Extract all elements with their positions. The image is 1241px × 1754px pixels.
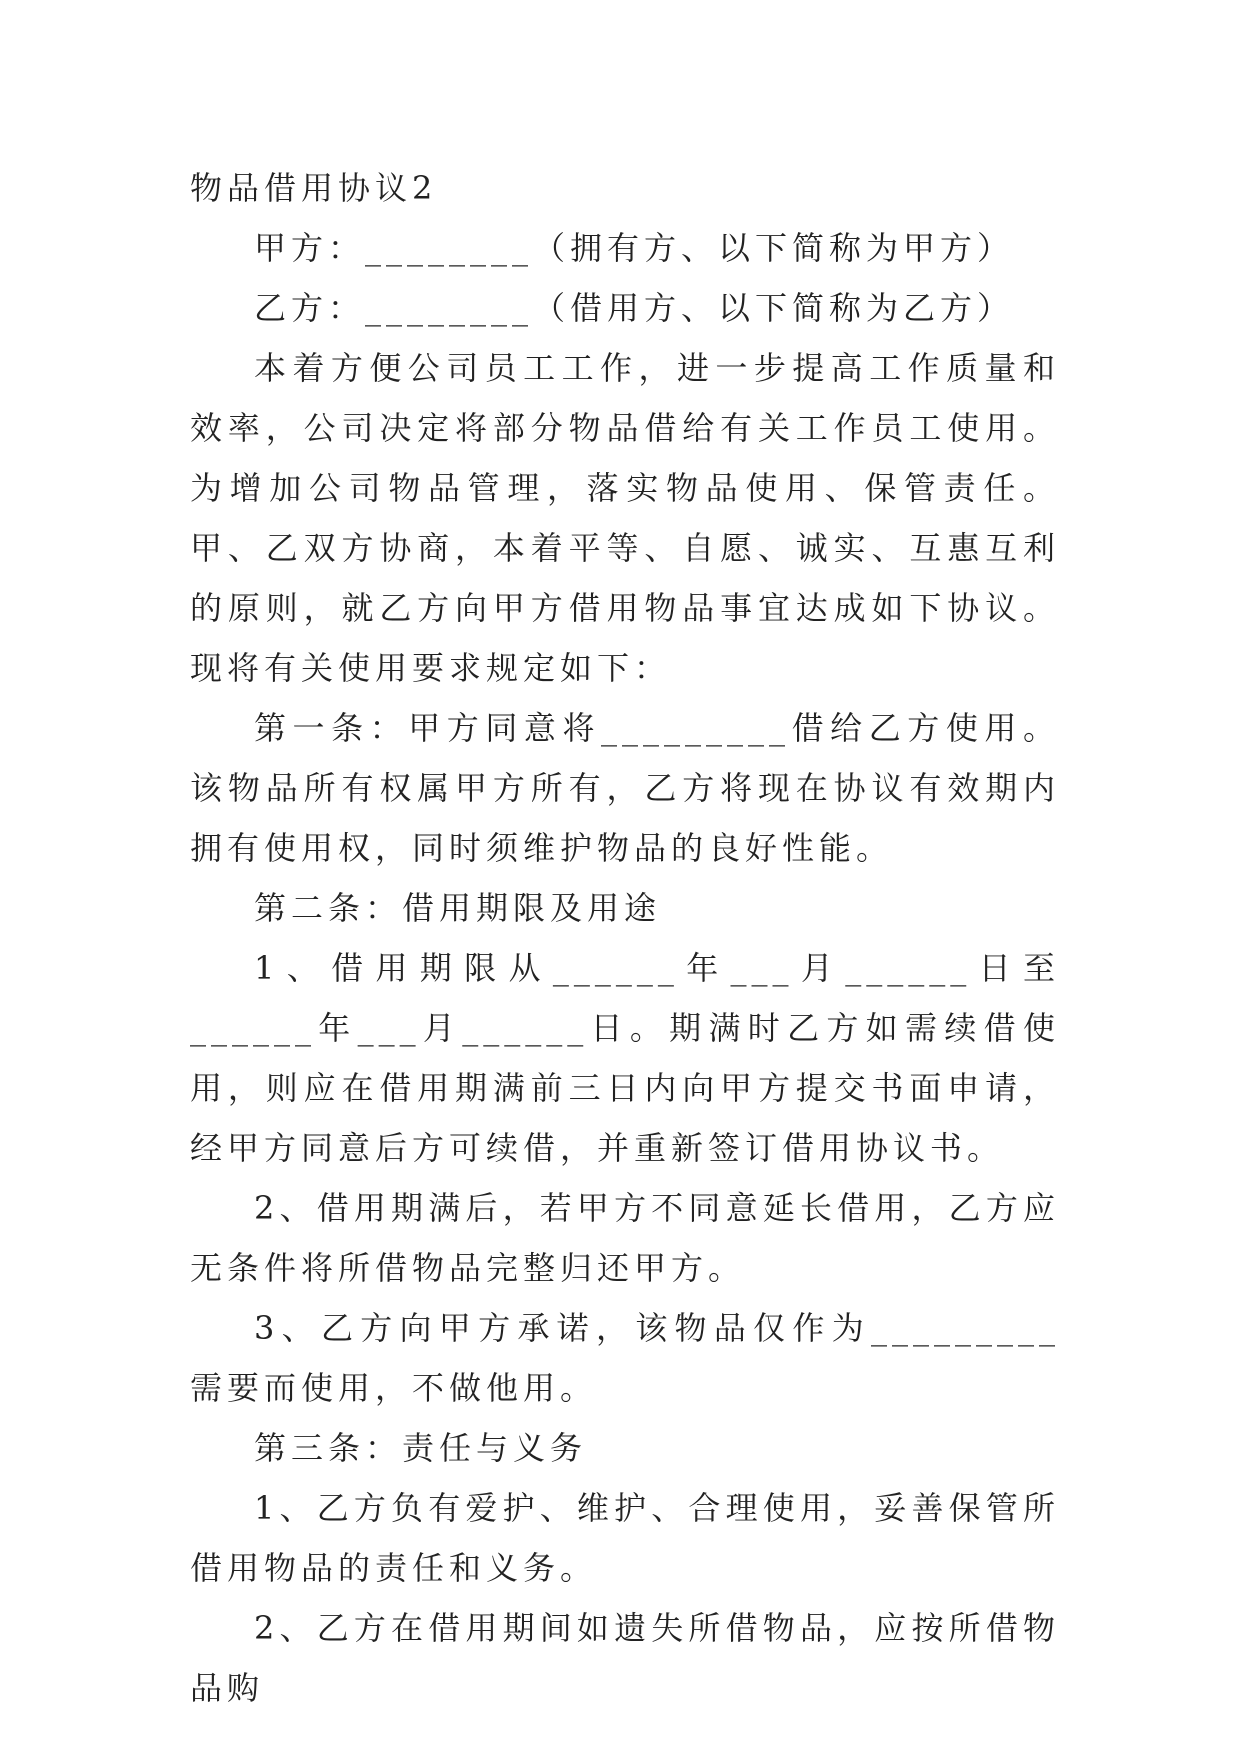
- document-title: 物品借用协议2: [190, 169, 438, 207]
- party-a-line: 甲方：________（拥有方、以下简称为甲方）: [254, 229, 1015, 267]
- article-2-item-2: 2、借用期满后，若甲方不同意延长借用，乙方应无条件将所借物品完整归还甲方。: [190, 1189, 1060, 1287]
- article-2-item-1: 1、借用期限从______年___月______日至______年___月______日。期满时乙方如需续借使用，则应在借用期满前三日内向甲方提交书面申请，经甲方同意后方可续借，并重新签订借用协议书。: [190, 949, 1060, 1167]
- article-1-paragraph: 第一条：甲方同意将_________借给乙方使用。该物品所有权属甲方所有，乙方将现在协议有效期内拥有使用权，同时须维护物品的良好性能。: [190, 709, 1060, 867]
- party-b-line: 乙方：________（借用方、以下简称为乙方）: [254, 289, 1015, 327]
- article-2-item-3: 3、乙方向甲方承诺，该物品仅作为_________需要而使用，不做他用。: [190, 1309, 1060, 1407]
- preamble-paragraph: 本着方便公司员工工作，进一步提高工作质量和效率，公司决定将部分物品借给有关工作员工使用。为增加公司物品管理，落实物品使用、保管责任。甲、乙双方协商，本着平等、自愿、诚实、互惠互利的原则，就乙方向甲方借用物品事宜达成如下协议。现将有关使用要求规定如下：: [190, 349, 1060, 687]
- article-3-heading: 第三条：责任与义务: [254, 1429, 588, 1467]
- document-body: [190, 158, 1060, 1718]
- article-3-item-1: 1、乙方负有爱护、维护、合理使用，妥善保管所借用物品的责任和义务。: [190, 1489, 1060, 1587]
- article-2-heading: 第二条：借用期限及用途: [254, 889, 662, 927]
- article-3-item-2: 2、乙方在借用期间如遗失所借物品，应按所借物品购: [190, 1609, 1060, 1707]
